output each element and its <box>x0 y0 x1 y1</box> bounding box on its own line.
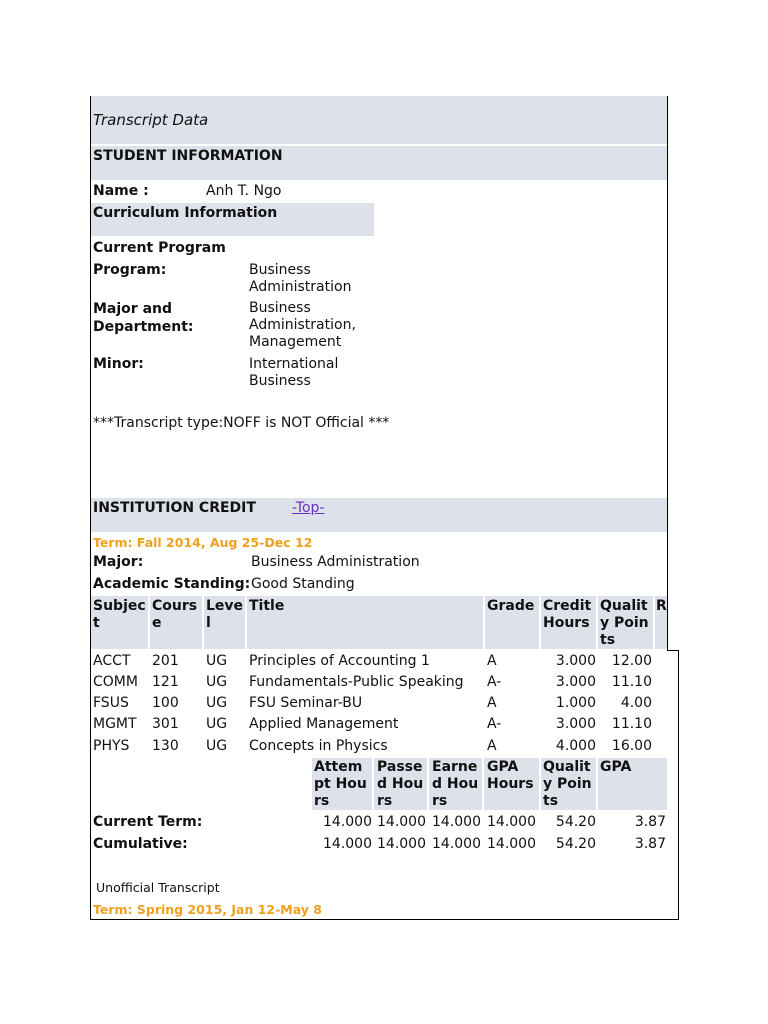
cumulative-attempt: 14.000 <box>323 836 372 852</box>
cumulative-passed: 14.000 <box>377 836 426 852</box>
cell-points: 11.10 <box>611 674 652 690</box>
institution-heading: INSTITUTION CREDIT <box>93 500 256 516</box>
current-term-points: 54.20 <box>555 814 596 830</box>
page-title: Transcript Data <box>93 111 209 129</box>
cell-subject: PHYS <box>93 738 130 754</box>
tot-earned-header: Earned Hours <box>432 759 479 809</box>
cell-subject: MGMT <box>93 716 137 732</box>
curriculum-heading: Curriculum Information <box>93 205 278 221</box>
cumulative-points: 54.20 <box>555 836 596 852</box>
academic-standing-value: Good Standing <box>251 576 355 592</box>
current-term-gpa: 3.87 <box>634 814 666 830</box>
major-label: Major and Department: <box>93 301 194 335</box>
col-credit-header: Credit Hours <box>543 598 592 631</box>
col-grade-header: Grade <box>487 598 535 614</box>
cell-course: 121 <box>152 674 179 690</box>
minor-value: International Business <box>249 356 339 389</box>
cell-course: 201 <box>152 653 179 669</box>
cell-points: 16.00 <box>611 738 652 754</box>
cell-title: FSU Seminar-BU <box>249 695 363 711</box>
cell-title: Applied Management <box>249 716 399 732</box>
cumulative-gpa-hours: 14.000 <box>487 836 536 852</box>
tot-gpa-header: GPA <box>600 759 632 775</box>
current-term-gpa-hours: 14.000 <box>487 814 536 830</box>
cell-course: 301 <box>152 716 179 732</box>
current-term-label: Current Term: <box>93 814 203 830</box>
cell-grade: A <box>487 653 497 669</box>
unofficial-transcript-label: Unofficial Transcript <box>96 880 220 895</box>
col-level-header: Level <box>206 598 244 631</box>
term-spring-2015: Term: Spring 2015, Jan 12-May 8 <box>93 902 322 917</box>
cell-credit: 3.000 <box>555 674 596 690</box>
name-label: Name : <box>93 183 149 199</box>
cell-credit: 3.000 <box>555 653 596 669</box>
current-term-passed: 14.000 <box>377 814 426 830</box>
cell-grade: A- <box>487 674 502 690</box>
col-subject-header: Subject <box>93 598 146 631</box>
cell-title: Fundamentals-Public Speaking <box>249 674 464 690</box>
cell-grade: A <box>487 738 497 754</box>
minor-label: Minor: <box>93 356 144 372</box>
tot-points-header: Quality Points <box>543 759 592 809</box>
frame-bottom-border <box>90 919 679 920</box>
top-link[interactable]: -Top- <box>292 500 325 516</box>
cell-points: 4.00 <box>620 695 652 711</box>
cell-course: 130 <box>152 738 179 754</box>
cell-level: UG <box>206 738 228 754</box>
cumulative-earned: 14.000 <box>432 836 481 852</box>
term-major-value: Business Administration <box>251 554 420 570</box>
cell-grade: A- <box>487 716 502 732</box>
cell-course: 100 <box>152 695 179 711</box>
cell-title: Principles of Accounting 1 <box>249 653 430 669</box>
cell-level: UG <box>206 674 228 690</box>
cell-credit: 3.000 <box>555 716 596 732</box>
frame-right-border-bottom <box>678 650 679 920</box>
col-course-header: Course <box>152 598 198 631</box>
tot-gpahours-header: GPA Hours <box>487 759 534 792</box>
cell-credit: 1.000 <box>555 695 596 711</box>
tot-attempt-header: Attempt Hours <box>314 759 367 809</box>
name-value: Anh T. Ngo <box>206 183 282 199</box>
cell-subject: FSUS <box>93 695 129 711</box>
cell-subject: ACCT <box>93 653 131 669</box>
cell-points: 12.00 <box>611 653 652 669</box>
cell-points: 11.10 <box>611 716 652 732</box>
frame-right-border-top <box>667 96 668 650</box>
col-title-header: Title <box>249 598 285 614</box>
current-term-attempt: 14.000 <box>323 814 372 830</box>
program-value: Business Administration <box>249 262 352 295</box>
cell-level: UG <box>206 716 228 732</box>
major-value: Business Administration, Management <box>249 300 356 350</box>
cumulative-label: Cumulative: <box>93 836 188 852</box>
current-program-label: Current Program <box>93 240 226 256</box>
cell-subject: COMM <box>93 674 138 690</box>
academic-standing-label: Academic Standing: <box>93 576 251 592</box>
student-info-heading: STUDENT INFORMATION <box>93 148 283 164</box>
tot-passed-header: Passed Hours <box>377 759 424 809</box>
transcript-type-note: ***Transcript type:NOFF is NOT Official *** <box>93 415 390 431</box>
cell-credit: 4.000 <box>555 738 596 754</box>
cell-level: UG <box>206 695 228 711</box>
current-term-earned: 14.000 <box>432 814 481 830</box>
program-label: Program: <box>93 262 167 278</box>
cumulative-gpa: 3.87 <box>634 836 666 852</box>
cell-grade: A <box>487 695 497 711</box>
cell-title: Concepts in Physics <box>249 738 388 754</box>
term-fall-2014: Term: Fall 2014, Aug 25-Dec 12 <box>93 535 313 550</box>
cell-level: UG <box>206 653 228 669</box>
col-points-header: Quality Points <box>600 598 649 648</box>
course-table-header-divider <box>667 650 679 651</box>
col-r-header: R <box>656 598 667 614</box>
term-major-label: Major: <box>93 554 144 570</box>
